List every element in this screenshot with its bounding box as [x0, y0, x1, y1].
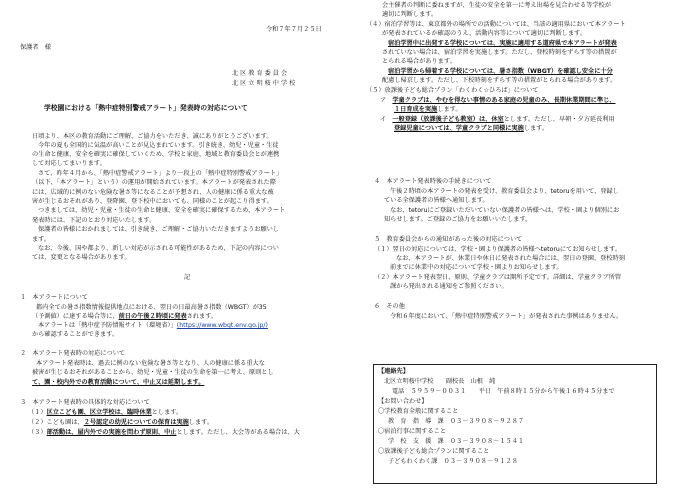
inquiry-contact: 教 育 指 導 課 ０３－３９０８－９２８７	[388, 418, 525, 425]
section-3-sub-a-cont: １日育成を実施します。	[394, 106, 462, 113]
intro-line: さて、昨年４月から、「熱中症警戒アラート」より一段上の「熱中症特別警戒アラート」	[38, 170, 283, 177]
inquiry-heading: 【お問い合わせ】	[378, 398, 428, 405]
section-3-item: （２）こども園は、２号認定の幼児についての保育は実施します。	[28, 419, 214, 426]
intro-line: の生命と健康、安全を確実に確保していくため、学校と家庭、地域と教育委員会とが連携	[32, 151, 280, 158]
section-3-cont: 配慮し帰京します。ただし、下校時刻をずらす等の措置がとられる場合があります。	[382, 77, 617, 84]
section-3-sub-b-cont: 登録児童については、学童クラブと同様に実施します。	[394, 125, 549, 132]
intro-line: には、広域的に例のない危険な暑さ等になることが予想され、人の健康に係る重大な被	[32, 189, 274, 196]
section-4-line: 知らせします。ご登録のご協力をお願いいたします。	[384, 216, 532, 223]
section-3-sub-b: イ 一般登録（放課後子ども教室）は、休室とします。ただし、早朝・夕方延長利用	[380, 116, 615, 123]
intro-line: 害が生じるおそれがあり、登降園、登下校中においても、同様のことが起こり得ます。	[32, 198, 273, 205]
section-3-cont: 適切に判断します。	[382, 11, 438, 18]
section-2-heading: ２ 本アラート発表時の対応について	[20, 350, 126, 357]
section-3-cont: されていない場合は、宿泊学習を実施します。ただし、登校時刻をずらす等の措置が	[382, 49, 617, 56]
section-5-line: 課から発出される通知をご参照ください。	[390, 283, 508, 290]
contact-school: 北区立明桜中学校 副校長 山根 純	[384, 378, 496, 385]
section-6-line: 令和６年度において、「熱中症特別警戒アラート」が発表された事例はありません。	[390, 313, 623, 320]
intro-line: （以下、「本アラート」という）の運用が開始されています。本アラートが発表された際	[32, 179, 276, 186]
section-3-cont: 宿泊学習中に出発する学校については、実施に適用する道府県で本アラートが発表	[388, 40, 617, 47]
inquiry-contact: 学 校 支 援 課 ０３－３９０８－１５４１	[388, 438, 525, 445]
intro-line: 発表時には、下記のとおり対応いたします。	[32, 217, 156, 224]
section-3-heading: ３ 本アラート発表時の具体的な対応について	[20, 399, 150, 406]
section-5-line: （２）本アラート発表翌日、原則、学童クラブは開所予定です。詳細は、学童クラブ所管	[374, 274, 622, 281]
section-2-line: て、園・校内外での教育活動について、中止又は延期します。	[32, 379, 205, 386]
intro-line: つきましては、幼児・児童・生徒の生命と健康、安全を確実に確保するため、本アラート	[38, 207, 286, 214]
section-3-sub-a: ア 学童クラブは、やむを得ない事情のある家庭の児童のみ、長期休業期間に準じ、	[380, 97, 616, 104]
section-3-item: （４）宿泊学習等は、東京都外の場所での活動については、当該の適用県において本アラート	[366, 21, 626, 28]
section-4-line: ている全保護者の皆様へ通知します。	[384, 197, 489, 204]
section-4-heading: ４ 本アラート発表時後の手続きについて	[374, 178, 492, 185]
contact-phone: 電話 ５９５９－００３１ 平日 午前８時１５分から午後１６時４５分まで	[392, 388, 615, 395]
section-3-item: （３）部活動は、屋内外での実施を問わず原則、中止とします。ただし、大会等がある場合は、大	[28, 429, 300, 436]
section-1-line: （予測値）に達する場合等に、前日の午後２時頃に発表されます。	[32, 313, 218, 320]
section-1-line: から確認することができます。	[32, 331, 119, 338]
section-1-line: 都内全ての暑さ指数情報提供地点における、翌日の日最高暑さ指数（WBGT）が35	[36, 304, 267, 311]
section-5-heading: ５ 教育委員会からの通知があった後の対応について	[374, 236, 523, 243]
intro-line: なお、今後、国や都より、新しい対応が示される可能性があるため、下記の内容につい	[38, 245, 279, 252]
intro-line: ます。	[32, 236, 51, 243]
contact-heading: 【連絡先】	[378, 368, 409, 375]
section-3-cont: 宿泊学習から帰着する学校については、暑さ指数（WBGT）を確認し安全に十分	[388, 68, 613, 75]
section-3-cont: とられる場合があります。	[382, 58, 456, 65]
document-date: 令和７年７月２５日	[266, 26, 322, 33]
inquiry-topic: 〇学校教育全般に関すること	[378, 408, 459, 415]
section-1-line: 本アラートは「熱中症予防情報サイト（環境省）」(https://www.wbgt.env.go.jp/)	[38, 322, 268, 329]
inquiry-topic: 〇宿泊行事に関すること	[378, 428, 447, 435]
section-4-line: 午後２時頃の本アラートの発表を受け、教育委員会より、tetoruを用いて、登録し	[390, 188, 619, 195]
section-3-item: （１）区立こども園、区立学校は、臨時休業とします。	[28, 409, 183, 416]
ki-marker: 記	[184, 274, 191, 281]
sender-school: 北 区 立 明 桜 中 学 校	[232, 80, 296, 87]
section-3-item: （５）放課後子ども総合プラン「わくわく☆ひろば」について	[366, 87, 539, 94]
section-5-line: （１）翌日の対応については、学校・園より保護者の皆様へtetoruにてお知らせします。	[374, 246, 622, 253]
intro-line: して対応してまいります。	[32, 160, 106, 167]
intro-line: 今年の夏も全国的に気温が高いことが見込まれています。引き続き、幼児・児童・生徒	[38, 142, 279, 149]
section-2-line: 本アラート発表時は、過去に例のない危険な暑さ等となり、人の健康に係る重大な	[36, 360, 265, 367]
wbgt-link[interactable]: (https://www.wbgt.env.go.jp/)	[176, 322, 268, 329]
section-5-line: 前までに休業中の対応について学校・園よりお知らせします。	[390, 264, 563, 271]
intro-line: 保護者の皆様におかれましては、引き続き、ご理解・ご協力いただきますようお願いし	[38, 226, 280, 233]
intro-line: 日頃より、本区の教育活動にご理解、ご協力をいただき、誠にありがとうございます。	[32, 133, 273, 140]
inquiry-contact: 子どもわくわく課 ０３－３９０８－９１２８	[388, 458, 518, 465]
intro-line: ては、変更となる場合があります。	[32, 254, 131, 261]
section-2-line: 被害が生じるおそれがあることから、幼児・児童・生徒の生命を第一に考え、原則とし	[32, 369, 274, 376]
section-4-line: なお、tetoruにご登録いただいていない保護者の皆様へは、学校・園より個別にお	[390, 207, 620, 214]
section-3-cont: が発表されているか確認のうえ、活動内容等について適切に判断します。	[382, 30, 586, 37]
section-1-heading: １ 本アラートについて	[20, 294, 88, 301]
section-6-heading: ６ その他	[374, 303, 405, 310]
document-title: 学校園における「熱中症特別警戒アラート」発表時の対応について	[44, 104, 248, 112]
inquiry-topic: 〇放課後子ども総合プランに関すること	[378, 448, 490, 455]
recipient: 保護者 様	[20, 44, 51, 51]
contact-box	[373, 364, 657, 484]
section-5-line: なお、本アラートが、休業日や休日に発表された場合には、翌日の登園、登校時刻	[396, 255, 625, 262]
section-3-cont: 会主催者の判断に委ねますが、生徒の安全を第一に考え出場を見合わせる等学校が	[382, 2, 611, 9]
sender-board: 北 区 教 育 委 員 会	[232, 70, 288, 77]
